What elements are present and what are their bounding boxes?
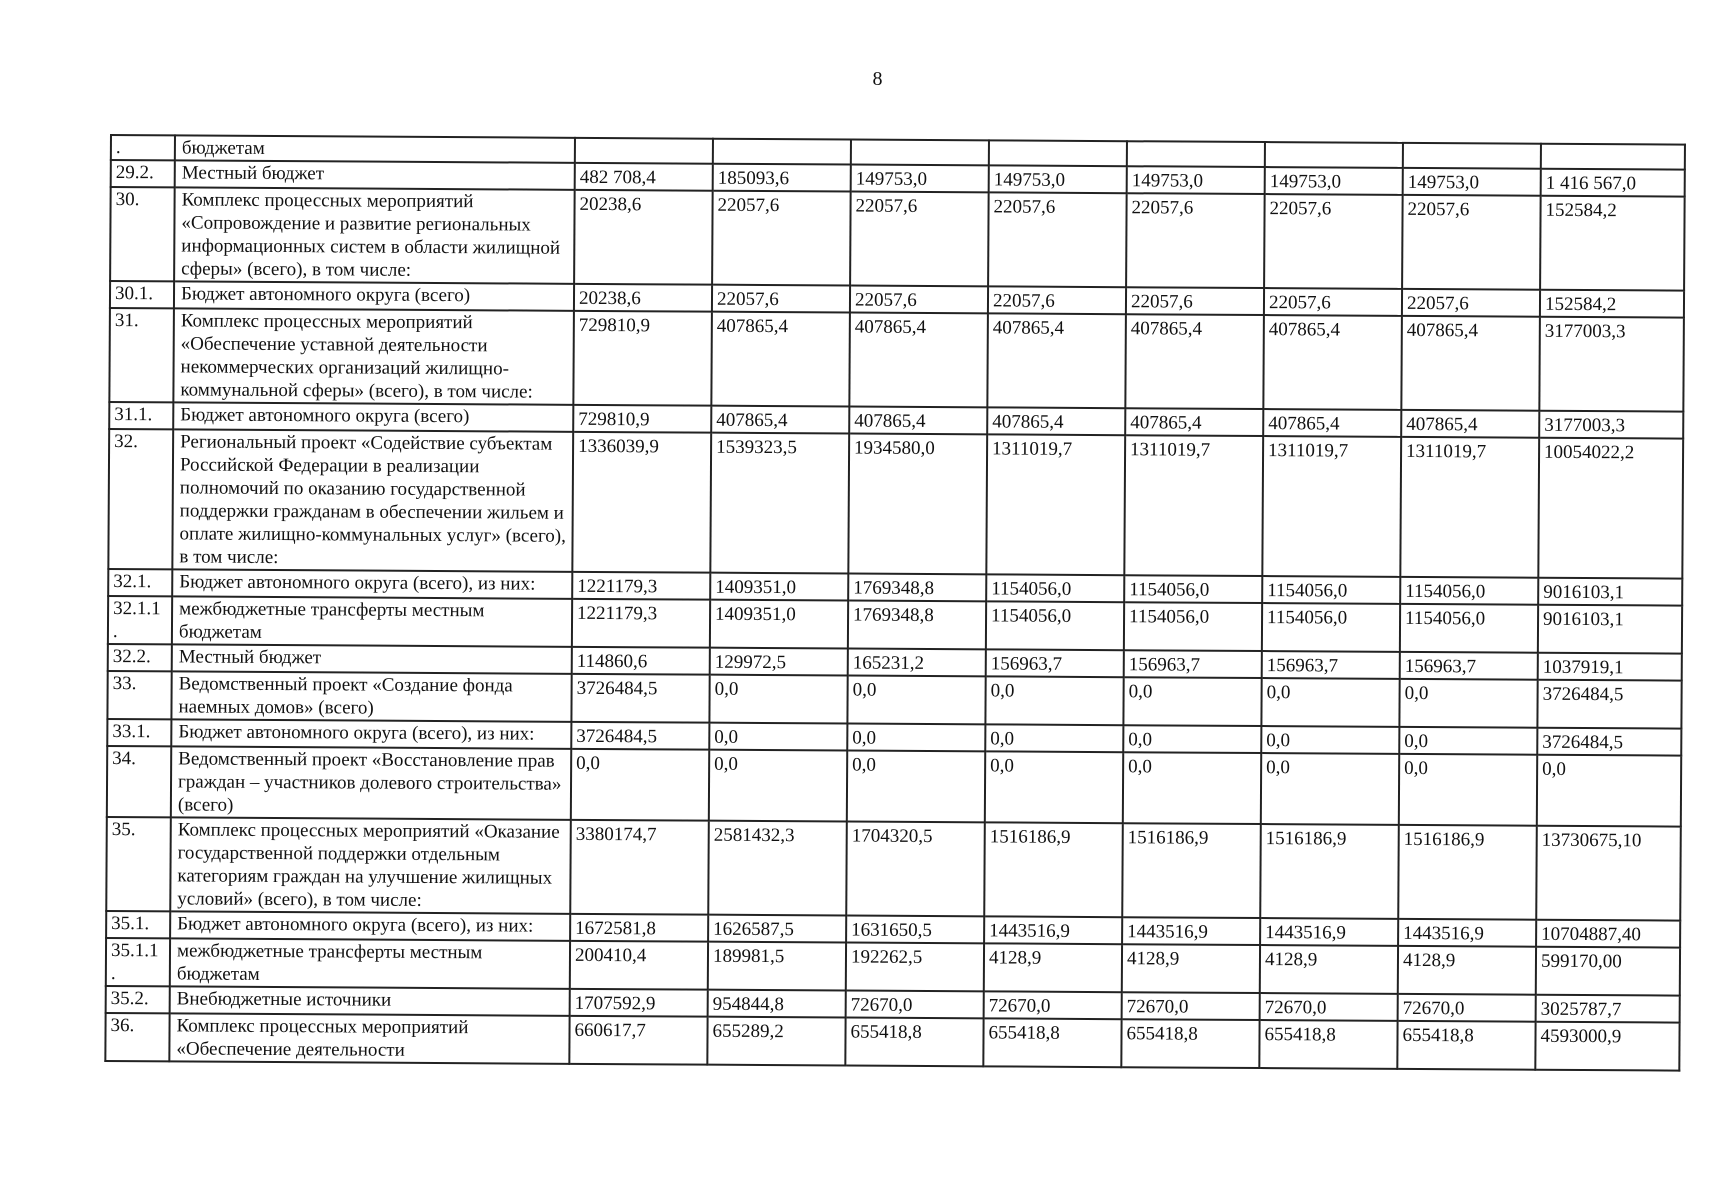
row-value-year-4: 1516186,9: [984, 822, 1123, 917]
row-value-year-5: 1443516,9: [1122, 917, 1260, 945]
row-value-year-2: 0,0: [709, 675, 847, 724]
row-value-year-1: 1336039,9: [572, 432, 711, 573]
row-value-year-4: 0,0: [985, 724, 1123, 752]
row-number: 30.1.: [110, 281, 174, 308]
row-value-year-5: 407865,4: [1125, 408, 1263, 436]
row-value-year-4: 407865,4: [987, 313, 1126, 408]
row-value-year-7: 0,0: [1399, 727, 1537, 755]
row-value-year-1: 482 708,4: [575, 163, 713, 191]
row-total: 599170,00: [1536, 947, 1680, 996]
row-value-year-5: 1311019,7: [1124, 435, 1263, 576]
row-value-year-7: 407865,4: [1401, 316, 1540, 411]
row-value-year-5: 22057,6: [1126, 287, 1264, 315]
row-value-year-3: 407865,4: [849, 407, 987, 435]
row-value-year-3: 0,0: [847, 751, 985, 823]
row-total: 10054022,2: [1538, 438, 1683, 579]
row-value-year-7: 22057,6: [1402, 289, 1540, 317]
table-body: [105, 135, 1685, 1071]
row-total: 3177003,3: [1539, 411, 1683, 439]
row-value-year-6: 407865,4: [1263, 409, 1401, 437]
row-value-year-5: [1127, 141, 1265, 167]
row-number: 31.: [109, 308, 174, 402]
row-value-year-5: 4128,9: [1122, 944, 1260, 993]
row-value-year-6: 72670,0: [1260, 993, 1398, 1021]
row-value-year-2: 1409351,0: [710, 600, 848, 649]
row-value-year-2: 0,0: [709, 723, 847, 751]
row-value-year-6: 1443516,9: [1260, 918, 1398, 946]
row-total: 9016103,1: [1538, 605, 1682, 654]
row-number: 35.1.: [106, 911, 170, 938]
row-description: межбюджетные трансферты местным бюджетам: [172, 596, 572, 646]
row-value-year-5: 72670,0: [1122, 992, 1260, 1020]
row-value-year-2: 22057,6: [712, 191, 851, 286]
row-description: Комплекс процессных мероприятий «Обеспечение деятельности: [169, 1013, 569, 1063]
row-number: 35.1.1 .: [106, 938, 170, 986]
row-number: 30.: [110, 187, 175, 281]
row-value-year-6: 1311019,7: [1262, 436, 1401, 577]
row-value-year-4: 1154056,0: [986, 574, 1124, 602]
row-total: 1037919,1: [1538, 653, 1682, 681]
row-value-year-1: 20238,6: [574, 284, 712, 312]
row-value-year-1: 1221179,3: [572, 572, 710, 600]
row-value-year-4: 22057,6: [988, 286, 1126, 314]
row-description: Местный бюджет: [175, 160, 575, 189]
row-total: 3726484,5: [1537, 728, 1681, 756]
row-value-year-7: 1311019,7: [1400, 437, 1539, 578]
row-value-year-3: 1769348,8: [848, 601, 986, 650]
row-value-year-5: 0,0: [1123, 752, 1261, 824]
row-value-year-7: 1516186,9: [1398, 825, 1537, 920]
row-value-year-2: 655289,2: [707, 1017, 845, 1066]
row-value-year-4: 407865,4: [987, 407, 1125, 435]
row-value-year-4: 149753,0: [989, 165, 1127, 193]
row-number: 32.2.: [108, 644, 172, 671]
row-value-year-6: 0,0: [1261, 678, 1399, 727]
row-description: Бюджет автономного округа (всего), из них:: [171, 719, 571, 748]
row-value-year-3: 22057,6: [850, 286, 988, 314]
row-number: 36.: [105, 1013, 169, 1061]
row-total: 3177003,3: [1539, 317, 1684, 412]
row-value-year-6: 156963,7: [1262, 651, 1400, 679]
row-value-year-3: 0,0: [847, 676, 985, 725]
row-value-year-3: 407865,4: [849, 313, 988, 408]
row-value-year-6: 1516186,9: [1260, 824, 1399, 919]
row-value-year-7: 0,0: [1399, 679, 1537, 728]
row-value-year-1: 3380174,7: [570, 820, 709, 915]
row-number: 29.2.: [111, 160, 175, 187]
row-value-year-2: 1539323,5: [710, 433, 849, 574]
row-total: 13730675,10: [1536, 826, 1681, 921]
row-value-year-7: 655418,8: [1397, 1021, 1535, 1070]
table-row: [107, 746, 1681, 827]
row-value-year-7: 1154056,0: [1400, 577, 1538, 605]
row-value-year-2: 22057,6: [712, 285, 850, 313]
row-value-year-4: 22057,6: [988, 192, 1127, 287]
row-value-year-3: 655418,8: [845, 1018, 983, 1067]
row-total: 4593000,9: [1535, 1022, 1679, 1071]
table-row: [110, 187, 1685, 291]
row-total: 0,0: [1537, 755, 1681, 827]
row-value-year-6: 149753,0: [1265, 167, 1403, 195]
row-value-year-1: 729810,9: [573, 311, 712, 406]
row-value-year-1: 1221179,3: [572, 599, 710, 648]
row-value-year-1: 20238,6: [574, 190, 713, 285]
row-value-year-2: 1409351,0: [710, 573, 848, 601]
row-description: Бюджет автономного округа (всего), из них:: [172, 569, 572, 598]
row-value-year-7: 149753,0: [1403, 168, 1541, 196]
row-value-year-3: 72670,0: [846, 991, 984, 1019]
row-value-year-2: [713, 139, 851, 165]
row-value-year-4: 4128,9: [984, 943, 1122, 992]
row-value-year-6: 22057,6: [1264, 288, 1402, 316]
row-number: 34.: [107, 746, 171, 817]
row-value-year-5: 1154056,0: [1124, 602, 1262, 651]
row-description: Бюджет автономного округа (всего): [174, 281, 574, 310]
row-value-year-6: 1154056,0: [1262, 576, 1400, 604]
budget-table: [104, 134, 1686, 1072]
row-value-year-5: 1516186,9: [1122, 823, 1261, 918]
row-value-year-3: 1704320,5: [846, 822, 985, 917]
row-value-year-3: 192262,5: [846, 943, 984, 992]
row-value-year-1: 3726484,5: [571, 674, 709, 723]
row-value-year-4: 72670,0: [984, 991, 1122, 1019]
row-number: 31.1.: [109, 402, 173, 429]
row-value-year-3: 22057,6: [850, 192, 989, 287]
row-value-year-7: 1443516,9: [1398, 919, 1536, 947]
row-value-year-5: 22057,6: [1126, 193, 1265, 288]
row-value-year-5: 407865,4: [1125, 314, 1264, 409]
row-number: 35.2.: [106, 986, 170, 1013]
row-value-year-5: 1154056,0: [1124, 575, 1262, 603]
row-value-year-7: 407865,4: [1401, 410, 1539, 438]
row-value-year-2: 2581432,3: [708, 821, 847, 916]
row-number: 32.1.1 .: [108, 596, 172, 644]
row-value-year-6: 655418,8: [1259, 1020, 1397, 1069]
row-value-year-1: 114860,6: [572, 647, 710, 675]
row-number: 33.: [107, 671, 171, 719]
row-description: Бюджет автономного округа (всего), из них:: [170, 911, 570, 940]
row-value-year-2: 189981,5: [708, 942, 846, 991]
row-value-year-4: 1443516,9: [984, 916, 1122, 944]
row-value-year-7: 72670,0: [1398, 994, 1536, 1022]
row-value-year-7: 0,0: [1399, 754, 1537, 826]
row-value-year-7: 1154056,0: [1400, 604, 1538, 653]
row-value-year-6: 0,0: [1261, 753, 1399, 825]
row-description: Бюджет автономного округа (всего): [173, 402, 573, 431]
row-description: Комплекс процессных мероприятий «Оказание государственной поддержки отдельным категориям граждан на улучшение жилищных условий» (всего), в том числе:: [170, 817, 571, 913]
row-total: 1 416 567,0: [1541, 169, 1685, 197]
row-description: Комплекс процессных мероприятий «Обеспечение уставной деятельности некоммерческих организаций жилищно-коммунальной сферы» (всего), в том числе:: [173, 308, 574, 404]
row-value-year-2: 407865,4: [711, 312, 850, 407]
row-value-year-4: 0,0: [985, 676, 1123, 725]
row-total: 3726484,5: [1537, 680, 1681, 729]
row-value-year-3: 0,0: [847, 724, 985, 752]
row-value-year-7: 156963,7: [1400, 652, 1538, 680]
row-number: 33.1.: [107, 719, 171, 746]
row-description: Региональный проект «Содействие субъектам Российской Федерации в реализации полномочий по оказанию государственной поддержки гражданам в обеспечении жильем и оплате жилищно-коммунальных услуг» (всего), в том числе:: [172, 429, 573, 571]
row-value-year-2: 185093,6: [713, 164, 851, 192]
row-value-year-3: 1934580,0: [848, 434, 987, 575]
row-value-year-5: 0,0: [1123, 725, 1261, 753]
page-number: 8: [872, 68, 883, 90]
row-description: Комплекс процессных мероприятий «Сопровождение и развитие региональных информационных систем в области жилищной сферы» (всего), в том числе:: [174, 187, 575, 283]
row-value-year-1: 1672581,8: [570, 914, 708, 942]
row-description: бюджетам: [175, 135, 575, 162]
row-value-year-2: 1626587,5: [708, 915, 846, 943]
row-total: 152584,2: [1540, 196, 1685, 291]
row-value-year-1: 0,0: [571, 749, 709, 821]
row-value-year-2: 954844,8: [708, 990, 846, 1018]
row-number: 35.: [106, 817, 171, 911]
row-value-year-4: 0,0: [985, 751, 1123, 823]
table-row: [108, 429, 1683, 579]
row-value-year-4: 655418,8: [983, 1018, 1121, 1067]
row-value-year-6: 1154056,0: [1262, 603, 1400, 652]
row-value-year-5: 149753,0: [1127, 166, 1265, 194]
row-value-year-6: 22057,6: [1264, 194, 1403, 289]
row-number: 32.: [108, 429, 173, 569]
row-description: Ведомственный проект «Восстановление прав граждан – участников долевого строительства» (всего): [171, 746, 571, 819]
row-value-year-2: 0,0: [709, 750, 847, 822]
row-value-year-6: [1265, 142, 1403, 168]
row-value-year-5: 0,0: [1123, 677, 1261, 726]
row-value-year-7: [1403, 143, 1541, 169]
row-value-year-1: 729810,9: [573, 405, 711, 433]
row-value-year-6: 4128,9: [1260, 945, 1398, 994]
row-value-year-5: 655418,8: [1121, 1019, 1259, 1068]
table-row: [106, 817, 1681, 921]
row-value-year-3: [851, 140, 989, 166]
row-number: 32.1.: [108, 569, 172, 596]
row-value-year-2: 407865,4: [711, 406, 849, 434]
row-value-year-5: 156963,7: [1124, 650, 1262, 678]
row-value-year-4: 1311019,7: [986, 434, 1125, 575]
row-value-year-6: 0,0: [1261, 726, 1399, 754]
row-value-year-2: 129972,5: [710, 648, 848, 676]
row-total: 9016103,1: [1538, 578, 1682, 606]
row-number: .: [111, 135, 175, 160]
row-value-year-4: 156963,7: [986, 649, 1124, 677]
row-description: Внебюджетные источники: [170, 986, 570, 1015]
row-total: 152584,2: [1540, 290, 1684, 318]
row-value-year-7: 4128,9: [1398, 946, 1536, 995]
row-value-year-7: 22057,6: [1402, 195, 1541, 290]
row-value-year-1: [575, 138, 713, 164]
row-value-year-1: 3726484,5: [571, 722, 709, 750]
row-value-year-3: 1631650,5: [846, 916, 984, 944]
row-value-year-3: 149753,0: [851, 165, 989, 193]
row-description: Местный бюджет: [172, 644, 572, 673]
row-value-year-1: 1707592,9: [570, 989, 708, 1017]
row-total: [1541, 144, 1685, 170]
row-description: Ведомственный проект «Создание фонда наемных домов» (всего): [171, 671, 571, 721]
row-value-year-4: [989, 140, 1127, 166]
table-row: [109, 308, 1684, 412]
table-row: [105, 1013, 1679, 1071]
row-value-year-6: 407865,4: [1263, 315, 1402, 410]
row-value-year-1: 200410,4: [570, 941, 708, 990]
row-value-year-1: 660617,7: [569, 1016, 707, 1065]
row-total: 10704887,40: [1536, 920, 1680, 948]
row-value-year-3: 1769348,8: [848, 574, 986, 602]
row-description: межбюджетные трансферты местным бюджетам: [170, 938, 570, 988]
row-value-year-3: 165231,2: [848, 649, 986, 677]
row-value-year-4: 1154056,0: [986, 601, 1124, 650]
row-total: 3025787,7: [1536, 995, 1680, 1023]
